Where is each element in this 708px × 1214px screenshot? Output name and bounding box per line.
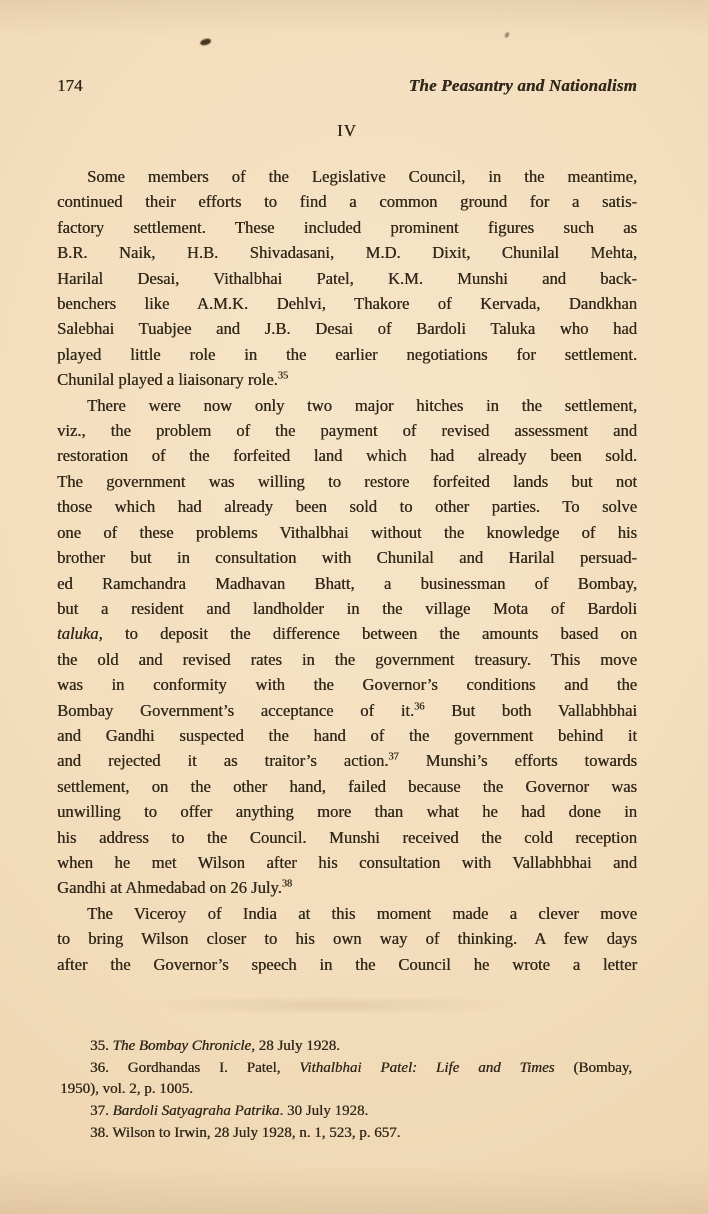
text-line: ed Ramchandra Madhavan Bhatt, a businessman of Bombay, [57,573,637,593]
running-title: The Peasantry and Nationalism [408,76,637,95]
footnote [60,1101,632,1123]
text-line: viz., the problem of the payment of revised assessment and [57,421,637,441]
text-line: 36. Gordhandas I. Patel, Vithalbhai Patel: Life and Times (Bombay, [90,1059,633,1076]
text-line: The government was willing to restore forfeited lands but not [57,471,637,491]
footnote-marker: 37 [388,751,399,763]
text-line: Harilal Desai, Vithalbhai Patel, K.M. Munshi and back- [57,268,637,288]
text-line: Salebhai Tuabjee and J.B. Desai of Bardoli Taluka who had [57,319,637,339]
ink-speck-small [504,31,510,38]
page-header [57,76,637,96]
text-line: unwilling to offer anything more than what he had done in [57,802,637,822]
text-line: Some members of the Legislative Council, in the meantime, [87,167,637,186]
text-line: Bombay Government’s acceptance of it.$^{36}$ But both Vallabhbhai [57,700,637,720]
body-text [57,164,637,977]
text-line: Chunilal played a liaisonary role.$^{35}$ [57,370,289,390]
text-line: when he met Wilson after his consultation with Vallabhbhai and [57,852,637,872]
text-line: his address to the Council. Munshi received the cold reception [57,827,637,847]
footnote-marker: 35 [277,370,289,382]
footnote [60,1036,632,1058]
text-line: taluka, to deposit the difference between the amounts based on [57,624,637,644]
ink-speck [199,38,211,46]
paper-smudge [120,998,540,1012]
footnote [60,1058,632,1101]
text-line: 1950), vol. 2, p. 1005. [60,1081,193,1098]
text-line: the old and revised rates in the government treasury. This move [57,649,637,669]
text-line: brother but in consultation with Chunilal and Harilal persuad- [57,548,637,568]
text-line: B.R. Naik, H.B. Shivadasani, M.D. Dixit, Chunilal Mehta, [57,243,637,263]
text-line: There were now only two major hitches in the settlement, [87,395,637,415]
text-line: 35. The Bombay Chronicle, 28 July 1928. [90,1038,340,1054]
paragraph [57,164,637,393]
text-line: restoration of the forfeited land which had already been sold. [57,446,637,466]
text-line: and Gandhi suspected the hand of the government behind it [57,725,637,745]
text-line: continued their efforts to find a common ground for a satis- [57,192,637,212]
paragraph [57,901,637,977]
section-heading: IV [337,121,357,140]
text-line: one of these problems Vithalbhai without the knowledge of his [57,522,637,542]
text-line: settlement, on the other hand, failed because the Governor was [57,776,637,796]
paragraph [57,393,637,901]
text-line: was in conformity with the Governor’s conditions and the [57,675,637,695]
footnote-marker: 36 [414,701,425,712]
page-number: 174 [57,76,83,95]
text-line: played little role in the earlier negotiations for settlement. [57,344,637,364]
text-line: 37. Bardoli Satyagraha Patrika. 30 July 1928. [90,1103,369,1120]
text-line: to bring Wilson closer to his own way of thinking. A few days [57,929,637,949]
text-line: Gandhi at Ahmedabad on 26 July.$^{38}$ [57,878,293,898]
text-line: after the Governor’s speech in the Council he wrote a letter [57,954,637,974]
footnotes [60,1036,632,1145]
footnote-marker: 38 [281,878,293,890]
text-line: but a resident and landholder in the village Mota of Bardoli [57,598,637,618]
text-line: 38. Wilson to Irwin, 28 July 1928, n. 1, 523, p. 657. [90,1124,401,1141]
text-line: The Viceroy of India at this moment made a clever move [87,903,637,923]
text-line: factory settlement. These included prominent figures such as [57,217,637,237]
text-line: and rejected it as traitor’s action.$^{37}$ Munshi’s efforts towards [57,751,637,771]
footnote [60,1123,632,1145]
text-line: benchers like A.M.K. Dehlvi, Thakore of Kervada, Dandkhan [57,294,637,314]
text-line: those which had already been sold to other parties. To solve [57,497,637,517]
